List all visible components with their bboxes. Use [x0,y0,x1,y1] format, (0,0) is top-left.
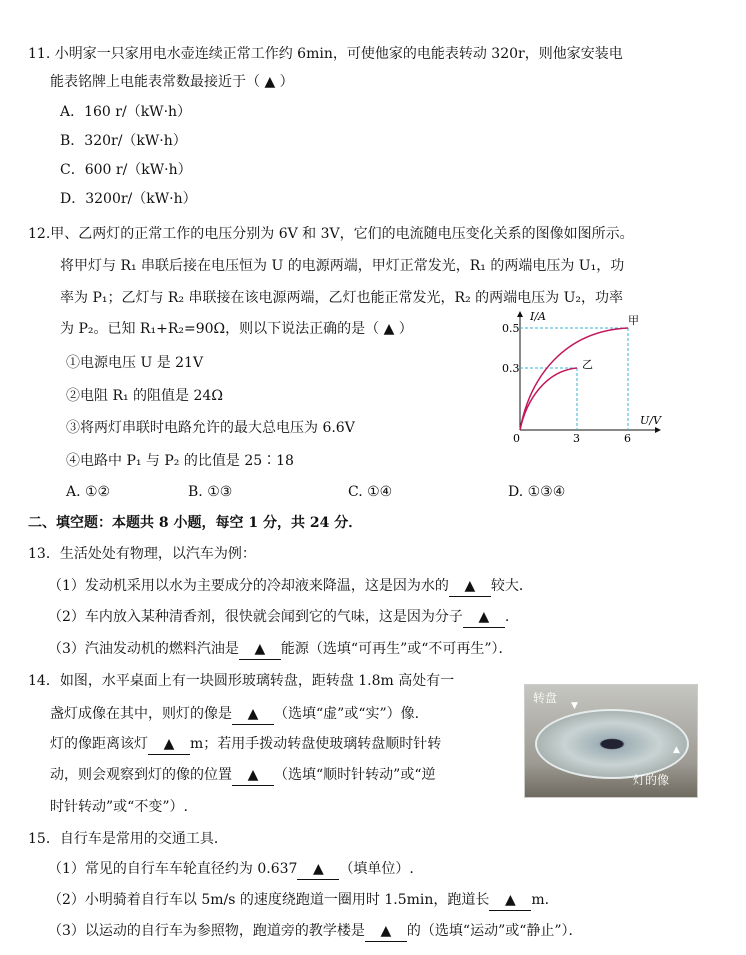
x-axis-label: U/V [640,414,661,427]
photo-label-turntable: 转盘 [533,691,558,705]
q12-stem-line4: 为 P₂。已知 R₁+R₂=90Ω，则以下说法正确的是（ ▲ ） [60,321,413,337]
label-yi: 乙 [582,358,593,371]
q13-stem: 13．生活处处有物理，以汽车为例： [28,546,256,562]
q14-line1: 14．如图，水平桌面上有一块圆形玻璃转盘，距转盘 1.8m 高处有一 [28,673,455,689]
x-tick-3: 3 [573,432,580,445]
q11-option-c: C．600 r/（kW·h） [60,162,192,178]
q14-line4: 动，则会观察到灯的像的位置 ▲ （选填“顺时针转动”或“逆 [50,765,435,786]
q13-part2: （2）车内放入某种清香剂，很快就会闻到它的气味，这是因为分子 ▲ . [48,607,509,628]
q12-option-d: D. ①③④ [508,484,566,500]
q13-part3: （3）汽油发动机的燃料汽油是 ▲ 能源（选填“可再生”或“不可再生”）． [48,639,513,660]
photo-label-image: 灯的像 [633,773,670,787]
section-2-heading: 二、填空题：本题共 8 小题，每空 1 分，共 24 分． [28,515,363,531]
answer-blank[interactable]: ▲ [489,890,531,911]
q15-stem: 15．自行车是常用的交通工具． [28,831,228,847]
q14-line2: 盏灯成像在其中，则灯的像是 ▲ （选填“虚”或“实”）像. [50,704,419,725]
curve-jia [520,328,628,430]
q12-option-b: B. ①③ [188,484,233,500]
pointer-arrow-icon: ▲ [673,745,680,755]
x-tick-6: 6 [624,432,631,445]
q13-part1: （1）发动机采用以水为主要成分的冷却液来降温，这是因为水的 ▲ 较大． [48,576,533,597]
q12-statement-1: ①电源电压 U 是 21V [66,355,204,371]
q11-stem-line1: 11. 小明家一只家用电水壶连续正常工作约 6min，可使他家的电能表转动 320r，则他家安装电 [28,46,623,62]
answer-blank[interactable]: ▲ [239,639,281,660]
pointer-arrow-icon: ▼ [571,701,578,711]
iu-graph [500,306,670,446]
q12-stem-line1: 12.甲、乙两灯的正常工作的电压分别为 6V 和 3V，它们的电流随电压变化关系的图像如图所示。 [28,226,634,242]
answer-blank[interactable]: ▲ [365,921,407,942]
answer-blank[interactable]: ▲ [232,704,274,725]
q15-part2: （2）小明骑着自行车以 5m/s 的速度绕跑道一圈用时 1.5min，跑道长 ▲ m. [48,890,549,911]
answer-blank[interactable]: ▲ [449,576,491,597]
y-tick-0.5: 0.5 [502,322,520,335]
q11-option-b: B．320r/（kW·h） [60,133,187,149]
q12-statement-2: ②电阻 R₁ 的阻值是 24Ω [66,388,223,404]
y-tick-0.3: 0.3 [502,362,520,375]
q12-stem-line2: 将甲灯与 R₁ 串联后接在电压恒为 U 的电源两端，甲灯正常发光，R₁ 的两端电压为 U₁，功 [60,258,625,274]
y-axis-label: I/A [530,310,546,323]
q15-part3: （3）以运动的自行车为参照物，跑道旁的教学楼是 ▲ 的（选填“运动”或“静止”）． [48,921,583,942]
glass-turntable [535,709,689,779]
q12-option-a: A. ①② [66,484,111,500]
answer-blank[interactable]: ▲ [463,607,505,628]
answer-blank[interactable]: ▲ [297,859,339,880]
answer-blank[interactable]: ▲ [232,765,274,786]
q12-statement-4: ④电路中 P₁ 与 P₂ 的比值是 25∶18 [66,453,294,469]
q11-stem-line2: 能表铭牌上电能表常数最接近于（ ▲ ） [50,74,294,90]
q15-part1: （1）常见的自行车车轮直径约为 0.637 ▲ （填单位）. [48,859,414,880]
q12-option-c: C. ①④ [348,484,393,500]
q14-line5: 时针转动”或“不变”）. [50,799,188,815]
q12-statement-3: ③将两灯串联时电路允许的最大总电压为 6.6V [66,420,355,436]
origin-label: 0 [513,432,520,445]
turntable-photo [524,684,698,798]
q12-stem-line3: 率为 P₁；乙灯与 R₂ 串联接在该电源两端，乙灯也能正常发光，R₂ 的两端电压为 U₂，功率 [60,290,623,306]
q11-option-d: D．3200r/（kW·h） [60,191,197,207]
q14-line3: 灯的像距离该灯 ▲ m；若用手拨动转盘使玻璃转盘顺时针转 [50,734,441,755]
q11-option-a: A．160 r/（kW·h） [60,104,192,120]
answer-blank[interactable]: ▲ [148,734,190,755]
label-jia: 甲 [628,314,639,327]
